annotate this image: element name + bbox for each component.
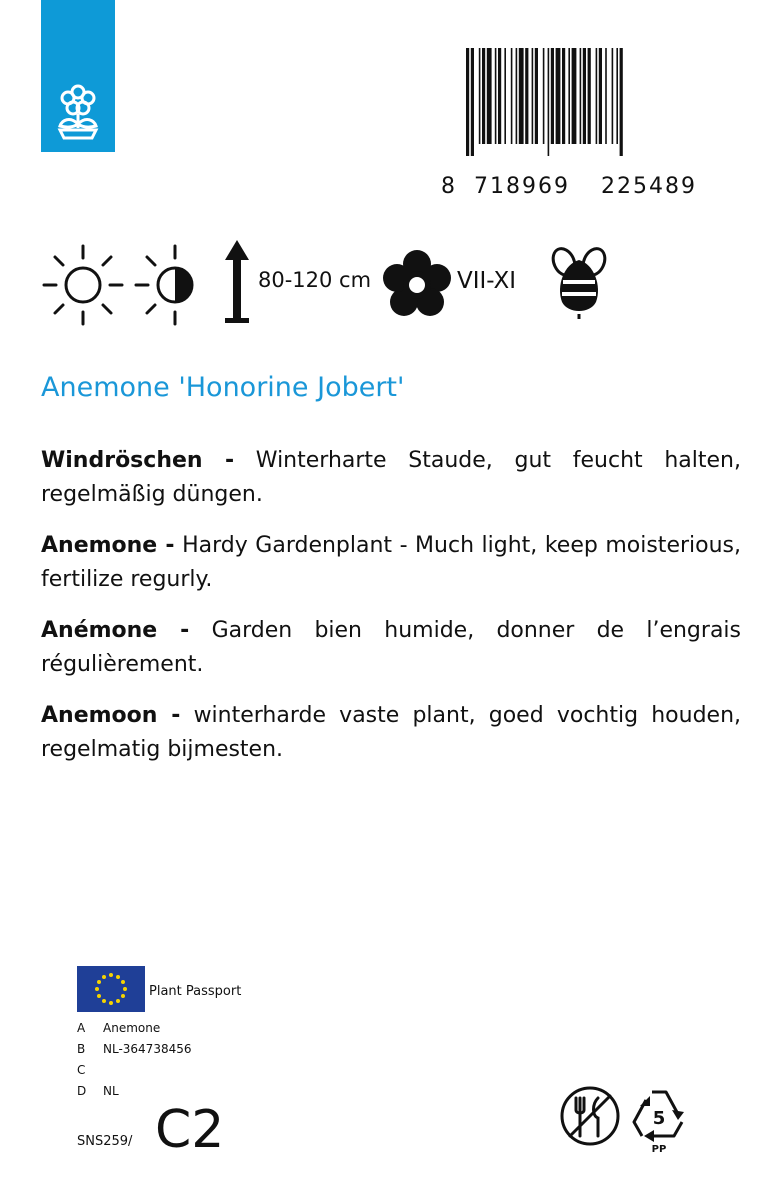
flower-pot-logo-icon bbox=[54, 80, 102, 140]
plant-passport-row bbox=[77, 1039, 192, 1060]
description-name: Anemoon - bbox=[41, 703, 181, 728]
row-value: NL bbox=[103, 1084, 119, 1098]
description-text: winterharde vaste plant, goed vochtig houden, regelmatig bijmesten. bbox=[41, 703, 742, 762]
plant-passport-title: Plant Passport bbox=[149, 984, 242, 999]
row-key: A bbox=[77, 1021, 86, 1035]
description-fr bbox=[41, 614, 741, 682]
recycling-material: PP bbox=[651, 1144, 667, 1154]
row-value: NL-364738456 bbox=[103, 1042, 192, 1056]
description-name: Anémone - bbox=[41, 618, 190, 643]
plant-passport-rows bbox=[77, 1018, 192, 1102]
recycling-pp-icon bbox=[628, 1084, 690, 1154]
not-for-food-icon bbox=[558, 1084, 622, 1148]
product-code-prefix: SNS259/ bbox=[77, 1134, 133, 1149]
growing-info-row bbox=[40, 238, 680, 330]
description-name: Anemone - bbox=[41, 533, 175, 558]
description-text: Winterharte Staude, gut feucht halten, regelmäßig düngen. bbox=[41, 448, 741, 507]
plant-passport-row bbox=[77, 1060, 192, 1081]
plant-passport-row bbox=[77, 1081, 192, 1102]
brand-tab bbox=[41, 0, 115, 152]
description-nl bbox=[41, 699, 741, 767]
barcode bbox=[440, 48, 725, 199]
row-value: Anemone bbox=[103, 1021, 161, 1035]
description-text: Garden bien humide, donner de l’engrais régulièrement. bbox=[41, 618, 741, 677]
full-sun-icon bbox=[40, 242, 126, 328]
description-de bbox=[41, 444, 741, 512]
row-key: C bbox=[77, 1063, 86, 1077]
barcode-digit-lead: 8 bbox=[441, 174, 457, 199]
descriptions bbox=[41, 444, 741, 784]
row-key: B bbox=[77, 1042, 86, 1056]
product-code-main: C2 bbox=[155, 1100, 225, 1160]
row-key: D bbox=[77, 1084, 87, 1098]
eu-flag-icon bbox=[77, 966, 145, 1012]
height-arrow-icon bbox=[222, 238, 252, 326]
bee-friendly-icon bbox=[542, 240, 616, 320]
description-en bbox=[41, 529, 741, 597]
barcode-digits-right: 225489 bbox=[601, 174, 697, 199]
product-title: Anemone 'Honorine Jobert' bbox=[41, 372, 405, 403]
recycling-number: 5 bbox=[652, 1108, 666, 1129]
barcode-digits-left: 718969 bbox=[474, 174, 570, 199]
barcode-bars bbox=[466, 48, 726, 156]
description-name: Windröschen - bbox=[41, 448, 235, 473]
half-shade-icon bbox=[132, 242, 218, 328]
description-text: Hardy Gardenplant - Much light, keep moisterious, fertilize regurly. bbox=[41, 533, 741, 592]
plant-passport-row bbox=[77, 1018, 192, 1039]
flower-bloom-icon bbox=[382, 250, 452, 320]
bloom-period-label: VII-XI bbox=[457, 268, 516, 294]
height-label: 80-120 cm bbox=[258, 268, 372, 292]
